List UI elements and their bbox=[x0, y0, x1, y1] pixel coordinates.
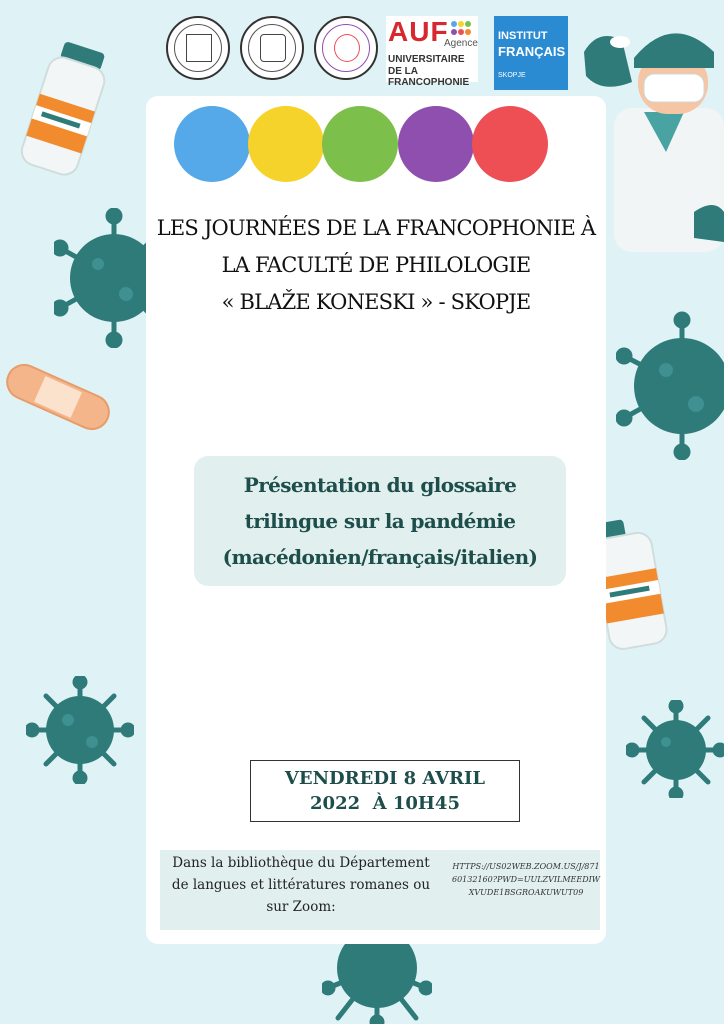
zoom-link[interactable]: HTTPS://US02WEB.ZOOM.US/J/87160132160?PWD=UULZVILMEEDIWXVUDE1BSGROAKUWUT09 bbox=[452, 862, 601, 897]
title-line-1: LES JOURNÉES DE LA FRANCOPHONIE À bbox=[156, 216, 596, 240]
event-date-box bbox=[250, 760, 520, 822]
institut-logo-line1: INSTITUT bbox=[498, 30, 548, 42]
department-seal-logo bbox=[314, 16, 378, 80]
poster-card bbox=[146, 96, 606, 944]
virus-icon bbox=[322, 938, 432, 1024]
purple-dot bbox=[398, 106, 474, 182]
blue-dot bbox=[174, 106, 250, 182]
virus-icon bbox=[626, 700, 724, 798]
location-text: Dans la bibliothèque du Département de langues et littératures romanes ou sur Zoom: bbox=[171, 855, 431, 915]
presentation-line-1: Présentation du glossaire bbox=[243, 473, 517, 497]
virus-icon bbox=[54, 208, 154, 348]
page-title bbox=[146, 210, 606, 321]
medicine-bottle-icon bbox=[14, 40, 114, 180]
bandage-icon bbox=[0, 352, 116, 442]
institut-francais-logo bbox=[494, 16, 568, 90]
presentation-line-2: trilingue sur la pandémie bbox=[244, 509, 516, 533]
presentation-box bbox=[194, 456, 566, 586]
institut-logo-line2: FRANÇAIS bbox=[498, 44, 566, 59]
yellow-dot bbox=[248, 106, 324, 182]
red-dot bbox=[472, 106, 548, 182]
auf-logo-agence: Agence bbox=[444, 38, 478, 49]
title-line-2: LA FACULTÉ DE PHILOLOGIE bbox=[221, 253, 531, 277]
virus-icon bbox=[26, 676, 134, 784]
medicine-bottle-icon bbox=[600, 512, 670, 652]
auf-logo bbox=[386, 16, 478, 88]
partner-logos bbox=[160, 16, 580, 96]
presentation-line-3: (macédonien/français/italien) bbox=[222, 545, 538, 569]
green-dot bbox=[322, 106, 398, 182]
auf-logo-line2: DE LA FRANCOPHONIE bbox=[388, 66, 470, 88]
virus-icon bbox=[616, 310, 724, 460]
institut-logo-city: SKOPJE bbox=[498, 72, 526, 79]
title-line-3: « BLAŽE KONESKI » - SKOPJE bbox=[221, 290, 531, 314]
auf-logo-name: AUF bbox=[388, 16, 449, 47]
faculty-seal-logo bbox=[240, 16, 304, 80]
auf-dots-icon bbox=[450, 20, 472, 38]
location-box bbox=[160, 850, 600, 930]
university-seal-logo bbox=[166, 16, 230, 80]
auf-logo-line1: UNIVERSITAIRE bbox=[388, 54, 465, 65]
event-date-line-1: VENDREDI 8 AVRIL bbox=[284, 768, 486, 789]
event-date-line-2: 2022 À 10H45 bbox=[310, 793, 460, 814]
